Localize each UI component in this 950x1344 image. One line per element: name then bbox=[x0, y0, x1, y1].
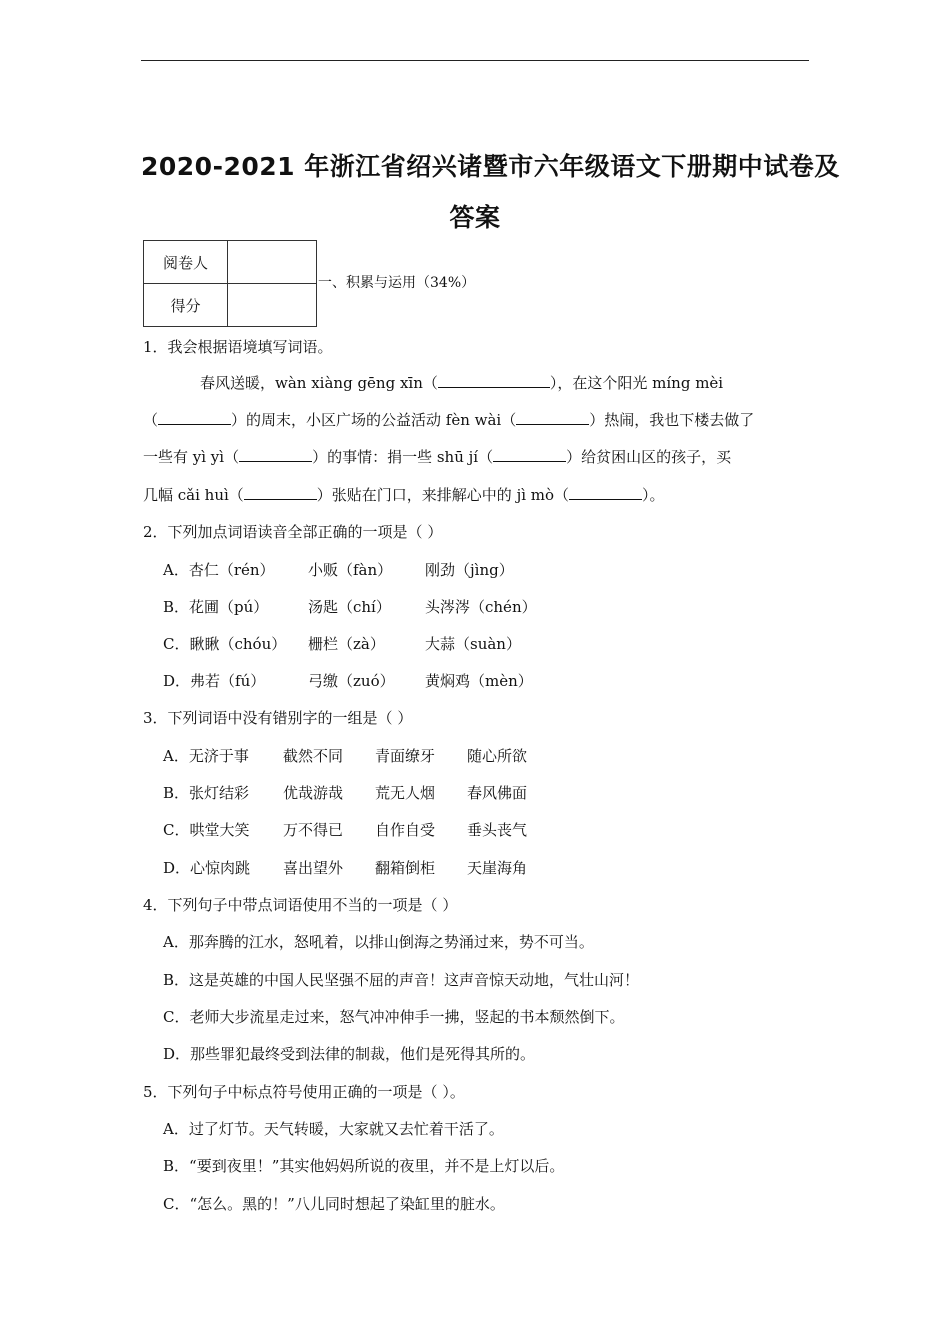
q3-option-a-word-4: 随心所欲 bbox=[467, 747, 528, 765]
q2-option-d-word-1: D．弗若（fú） bbox=[163, 672, 266, 690]
answer-blank[interactable] bbox=[438, 373, 550, 388]
text-segment: ）给贫困山区的孩子，买 bbox=[566, 448, 732, 466]
question-1-paragraph-line-1 bbox=[200, 373, 723, 393]
question-1-stem: 1．我会根据语境填写词语。 bbox=[143, 338, 333, 356]
q2-option-a-word-1: A．杏仁（rén） bbox=[163, 561, 275, 579]
q3-option-a-word-1: A．无济于事 bbox=[163, 747, 249, 765]
page-title-continued: 答案 bbox=[449, 203, 501, 232]
q2-option-b-word-1: B．花圃（pú） bbox=[163, 598, 269, 616]
q5-option-c: C．“怎么。黑的！”八儿同时想起了染缸里的脏水。 bbox=[163, 1195, 505, 1213]
text-segment: ）张贴在门口，来排解心中的 jì mò（ bbox=[316, 486, 570, 504]
question-1-paragraph-line-2 bbox=[143, 410, 754, 430]
score-table bbox=[143, 240, 317, 327]
text-segment: 春风送暖，wàn xiàng gēng xīn（ bbox=[200, 374, 438, 392]
text-segment: 一些有 yì yì（ bbox=[143, 448, 240, 466]
text-segment: ）的周末，小区广场的公益活动 fèn wài（ bbox=[231, 411, 517, 429]
q2-option-c-word-3: 大蒜（suàn） bbox=[425, 635, 521, 653]
page-title: 2020-2021 年浙江省绍兴诸暨市六年级语文下册期中试卷及 bbox=[141, 152, 840, 181]
reviewer-cell bbox=[228, 241, 317, 284]
answer-blank[interactable] bbox=[493, 447, 566, 462]
q2-option-c-word-1: C．瞅瞅（chóu） bbox=[163, 635, 287, 653]
answer-blank[interactable] bbox=[569, 485, 642, 500]
q3-option-d-word-1: D．心惊肉跳 bbox=[163, 859, 251, 877]
q3-option-d-word-4: 天崖海角 bbox=[467, 859, 528, 877]
q2-option-a-word-2: 小贩（fàn） bbox=[308, 561, 393, 579]
text-segment: ）。 bbox=[642, 486, 665, 504]
q3-option-d-word-2: 喜出望外 bbox=[283, 859, 344, 877]
q3-option-c-word-4: 垂头丧气 bbox=[467, 821, 528, 839]
q3-option-c-word-2: 万不得已 bbox=[283, 821, 344, 839]
score-label: 得分 bbox=[144, 284, 228, 327]
question-1-paragraph-line-3 bbox=[143, 447, 731, 467]
text-segment: ），在这个阳光 míng mèi bbox=[549, 374, 724, 392]
question-1-paragraph-line-4 bbox=[143, 485, 665, 505]
q3-option-b-word-3: 荒无人烟 bbox=[375, 784, 436, 802]
q4-option-d: D．那些罪犯最终受到法律的制裁，他们是死得其所的。 bbox=[163, 1045, 536, 1063]
q3-option-c-word-3: 自作自受 bbox=[375, 821, 436, 839]
q3-option-d-word-3: 翻箱倒柜 bbox=[375, 859, 436, 877]
answer-blank[interactable] bbox=[244, 485, 317, 500]
q3-option-b-word-2: 优哉游哉 bbox=[283, 784, 344, 802]
section-heading: 一、积累与运用（34%） bbox=[318, 275, 476, 291]
q2-option-a-word-3: 刚劲（jìng） bbox=[425, 561, 514, 579]
header-rule bbox=[141, 60, 809, 61]
text-segment: （ bbox=[143, 411, 159, 429]
answer-blank[interactable] bbox=[516, 410, 589, 425]
score-cell bbox=[228, 284, 317, 327]
q2-option-d-word-2: 弓缴（zuó） bbox=[308, 672, 395, 690]
q2-option-b-word-2: 汤匙（chí） bbox=[308, 598, 391, 616]
q3-option-a-word-2: 截然不同 bbox=[283, 747, 344, 765]
question-5-stem: 5．下列句子中标点符号使用正确的一项是（ ）。 bbox=[143, 1083, 465, 1101]
text-segment: ）的事情：捐一些 shū jí（ bbox=[312, 448, 494, 466]
answer-blank[interactable] bbox=[158, 410, 231, 425]
q3-option-b-word-4: 春风佛面 bbox=[467, 784, 528, 802]
q2-option-d-word-3: 黄焖鸡（mèn） bbox=[425, 672, 533, 690]
text-segment: 几幅 cǎi huì（ bbox=[143, 486, 244, 504]
q4-option-a: A．那奔腾的江水，怒吼着，以排山倒海之势涌过来，势不可当。 bbox=[163, 933, 594, 951]
question-2-stem: 2．下列加点词语读音全部正确的一项是（ ） bbox=[143, 523, 443, 541]
q2-option-b-word-3: 头涔涔（chén） bbox=[425, 598, 537, 616]
q5-option-a: A．过了灯节。天气转暖，大家就又去忙着干活了。 bbox=[163, 1120, 504, 1138]
q4-option-c: C．老师大步流星走过来，怒气冲冲伸手一拂，竖起的书本颓然倒下。 bbox=[163, 1008, 625, 1026]
q2-option-c-word-2: 栅栏（zà） bbox=[308, 635, 385, 653]
q5-option-b: B．“要到夜里！”其实他妈妈所说的夜里，并不是上灯以后。 bbox=[163, 1157, 565, 1175]
q4-option-b: B．这是英雄的中国人民坚强不屈的声音！这声音惊天动地，气壮山河！ bbox=[163, 971, 640, 989]
answer-blank[interactable] bbox=[239, 447, 312, 462]
q3-option-a-word-3: 青面缭牙 bbox=[375, 747, 436, 765]
reviewer-label: 阅卷人 bbox=[144, 241, 228, 284]
text-segment: ）热闹，我也下楼去做了 bbox=[589, 411, 755, 429]
question-4-stem: 4．下列句子中带点词语使用不当的一项是（ ） bbox=[143, 896, 458, 914]
q3-option-b-word-1: B．张灯结彩 bbox=[163, 784, 250, 802]
question-3-stem: 3．下列词语中没有错别字的一组是（ ） bbox=[143, 709, 413, 727]
q3-option-c-word-1: C．哄堂大笑 bbox=[163, 821, 250, 839]
